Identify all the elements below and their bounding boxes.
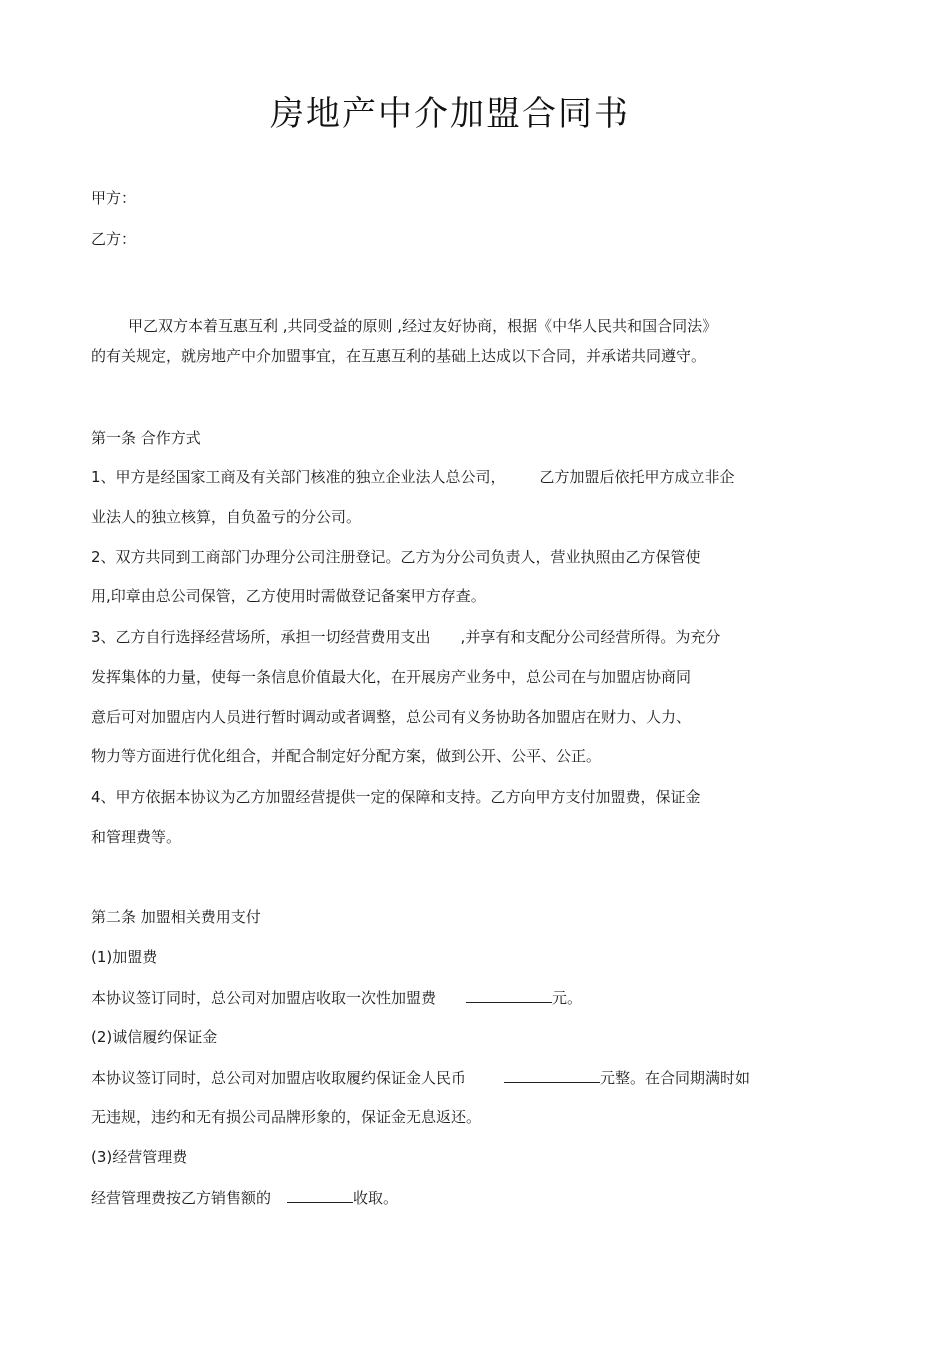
fee-3-title: (3)经营管理费 bbox=[91, 1148, 188, 1166]
fee-2-title: (2)诚信履约保证金 bbox=[91, 1028, 218, 1046]
fee-3-rate-blank bbox=[287, 1187, 353, 1203]
fee-1-amount-blank bbox=[466, 987, 552, 1003]
preamble-line-2: 的有关规定，就房地产中介加盟事宜，在互惠互利的基础上达成以下合同，并承诺共同遵守。 bbox=[91, 347, 707, 365]
article-1-item-2-line-1: 2、双方共同到工商部门办理分公司注册登记。乙方为分公司负责人，营业执照由乙方保管使 bbox=[91, 548, 701, 566]
article-1-item-3-line-3: 意后可对加盟店内人员进行暂时调动或者调整，总公司有义务协助各加盟店在财力、人力、 bbox=[91, 708, 692, 726]
fee-1-text-a: 本协议签订同时，总公司对加盟店收取一次性加盟费 bbox=[91, 989, 437, 1007]
article-1-item-1-line-1 bbox=[91, 467, 735, 487]
article-1-item-3-text-b: ,并享有和支配分公司经营所得。为充分 bbox=[460, 628, 721, 646]
fee-1-text bbox=[91, 987, 582, 1008]
article-1-item-3-line-1 bbox=[91, 627, 720, 647]
fee-2-text-line-2: 无违规，违约和无有损公司品牌形象的，保证金无息返还。 bbox=[91, 1108, 482, 1126]
article-1-item-2-line-2: 用,印章由总公司保管，乙方使用时需做登记备案甲方存查。 bbox=[91, 587, 486, 605]
party-b-label: 乙方： bbox=[91, 230, 137, 248]
fee-3-text-b: 收取。 bbox=[353, 1189, 399, 1207]
article-1-item-3-text-a: 3、乙方自行选择经营场所，承担一切经营费用支出 bbox=[91, 628, 431, 646]
article-1-heading: 第一条 合作方式 bbox=[91, 429, 201, 447]
fee-2-text-b: 元整。在合同期满时如 bbox=[600, 1069, 751, 1087]
article-2-heading: 第二条 加盟相关费用支付 bbox=[91, 908, 261, 926]
fee-3-text-a: 经营管理费按乙方销售额的 bbox=[91, 1189, 272, 1207]
preamble-line-1: 甲乙双方本着互惠互利 ,共同受益的原则 ,经过友好协商，根据《中华人民共和国合同法》 bbox=[128, 317, 718, 335]
fee-3-text bbox=[91, 1187, 398, 1208]
fee-2-text-a: 本协议签订同时，总公司对加盟店收取履约保证金人民币 bbox=[91, 1069, 467, 1087]
fee-2-amount-blank bbox=[504, 1067, 600, 1083]
article-1-item-1-text-b: 乙方加盟后依托甲方成立非企 bbox=[539, 468, 735, 486]
article-1-item-3-line-2: 发挥集体的力量，使每一条信息价值最大化，在开展房产业务中，总公司在与加盟店协商同 bbox=[91, 668, 692, 686]
article-1-item-1-text-a: 1、甲方是经国家工商及有关部门核准的独立企业法人总公司， bbox=[91, 468, 506, 486]
article-1-item-4-line-2: 和管理费等。 bbox=[91, 828, 182, 846]
article-1-item-4-line-1: 4、甲方依据本协议为乙方加盟经营提供一定的保障和支持。乙方向甲方支付加盟费，保证金 bbox=[91, 788, 701, 806]
fee-1-title: (1)加盟费 bbox=[91, 948, 158, 966]
document-title: 房地产中介加盟合同书 bbox=[270, 94, 630, 134]
fee-1-text-b: 元。 bbox=[552, 989, 583, 1007]
fee-2-text-line-1 bbox=[91, 1067, 750, 1088]
article-1-item-3-line-4: 物力等方面进行优化组合，并配合制定好分配方案，做到公开、公平、公正。 bbox=[91, 747, 602, 765]
article-1-item-1-line-2: 业法人的独立核算，自负盈亏的分公司。 bbox=[91, 508, 362, 526]
party-a-label: 甲方： bbox=[91, 189, 137, 207]
